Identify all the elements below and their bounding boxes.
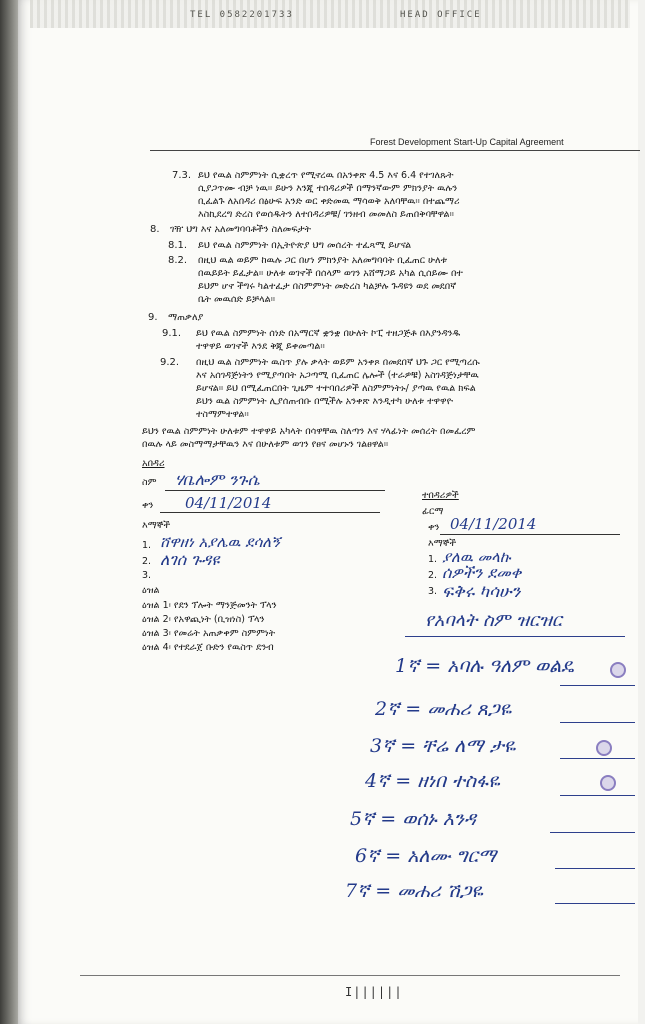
section-8-2-line: ይህም ሆኖ ችግሩ ካልተፈታ በስምምነት መድረስ ካልቻሉ ጉዳዩን ወደ መደበኛ bbox=[198, 281, 457, 292]
annex-title: ዕዝል bbox=[142, 585, 160, 596]
section-8-2-line: ቤት መዉሰድ ይቻላል። bbox=[198, 294, 276, 305]
lender-witness-number: 2. bbox=[142, 556, 152, 567]
closing-line: በዉሉ ላይ መስማማታቸዉን እና በሁለቱም ወገን የፀና መሆኑን ገልፀዋል። bbox=[142, 439, 389, 450]
footer-page-mark: I|||||| bbox=[345, 985, 403, 999]
section-8-2-line: በዉይይት ይፈታል። ሁለቱ ወገኖች በሰላም ወገን አሸማጋይ አካል ሲሰይሙ በተ bbox=[198, 268, 463, 279]
member-ordinal: 4ኛ bbox=[365, 770, 390, 792]
member-thumbprint-circle bbox=[610, 662, 626, 678]
section-9-2-line: ይህን ዉል ስምምነት ሊያሰጠብቡ በሚችሉ አንቀጽ እንዲተካ ሁለቱ ተዋዋዮ bbox=[196, 396, 454, 407]
header-rule bbox=[150, 150, 640, 151]
letterhead-office: HEAD OFFICE bbox=[400, 10, 482, 20]
lender-witness-number: 3. bbox=[142, 570, 152, 581]
annex-item: ዕዝል 2፡ የአዋጪነት (ቢዝነስ) ፕላን bbox=[142, 614, 265, 625]
section-9-2-line: በዚህ ዉል ስምምነት ዉስጥ ያሉ ቃላት ወይም አንቀጾ በመደበኛ ህጉ ጋር የሚጣረሱ bbox=[196, 357, 480, 368]
borrowers-witness-title: እማኞች bbox=[428, 538, 457, 549]
section-9-2-line: ይሆናል። ይህ በሚፈጠርበት ጊዜም ተተባበሪዎች ለስምምነትኑ/ ያጣዉ የዉል ክፍል bbox=[196, 383, 476, 394]
section-8-number: 8. bbox=[150, 224, 160, 235]
section-7-3-line: ይህ የዉል ስምምነት ሲቋረጥ የሚኖረዉ በአንቀጽ 4.5 እና 6.4 የተገለጹት bbox=[198, 170, 454, 181]
member-line bbox=[560, 758, 635, 759]
lender-date-label: ቀን bbox=[142, 500, 154, 511]
member-row: 1ኛ = አባሉ ዓለም ወልዴ bbox=[395, 655, 574, 677]
section-8-1-line: ይህ የዉል ስምምነት በኢትዮጵያ ህግ መሰረት ተፈጻሚ ይሆናል bbox=[198, 240, 412, 251]
section-8-2-line: በዚህ ዉል ወይም ከዉሉ ጋር በሆነ ምክንያት አለመግባባት ቢፈጠር ሁለቱ bbox=[198, 255, 448, 266]
lender-name-line bbox=[165, 490, 385, 491]
members-list-heading-handwriting: የአባላት ስም ዝርዝር bbox=[425, 610, 562, 631]
member-ordinal: 6ኛ bbox=[355, 845, 380, 867]
section-7-3-line: እስኪደረግ ድረስ የወሰዱትን ለተበዳሪዎቹ/ ገንዘብ መመለስ ይጠበቅባቸዋል። bbox=[198, 209, 454, 220]
borrowers-witness-3-handwriting: ፍቅሩ ካሳሁን bbox=[442, 582, 521, 602]
member-row: 6ኛ = አለሙ ግርማ bbox=[355, 845, 497, 867]
lender-name-handwriting: ሃቤሎም ንጉሴ bbox=[175, 470, 260, 489]
section-9-2-number: 9.2. bbox=[160, 357, 180, 368]
section-7-3-line: ሲያጋጥሙ ብቻ ነዉ። ይሁን እንጂ ተበዳሪዎች በማንኛውም ምክንያት ዉሉን bbox=[198, 183, 458, 194]
section-9-title: ማጠቃለያ bbox=[168, 312, 204, 323]
section-7-3-number: 7.3. bbox=[172, 170, 192, 181]
section-9-2-line: ተስማምተዋል። bbox=[196, 409, 249, 420]
borrowers-witness-number: 1. bbox=[428, 554, 438, 565]
member-line bbox=[555, 868, 635, 869]
member-thumbprint-circle bbox=[596, 740, 612, 756]
member-row: 5ኛ = ወሰኑ እንዳ bbox=[350, 808, 476, 830]
member-row: 7ኛ = መሐሪ ሽጋዬ bbox=[345, 880, 483, 902]
letterhead-strip bbox=[30, 0, 630, 28]
member-line bbox=[560, 795, 635, 796]
borrowers-date-handwriting: 04/11/2014 bbox=[450, 515, 537, 533]
letterhead-phone: TEL 0582201733 bbox=[190, 10, 294, 20]
lender-witness-2-handwriting: ለገሰ ጉዳዩ bbox=[160, 550, 220, 569]
section-9-1-number: 9.1. bbox=[162, 328, 182, 339]
borrowers-date-label: ቀን bbox=[428, 522, 440, 533]
section-7-3-line: ቢፈልጉ ለአበዳሪ በፅሁፍ አንድ ወር ቀድመዉ ማሳወቅ አለባቸዉ። በተጨማሪ bbox=[198, 196, 460, 207]
lender-date-handwriting: 04/11/2014 bbox=[185, 494, 272, 512]
lender-name-label: ስም bbox=[142, 477, 157, 488]
member-ordinal: 3ኛ bbox=[370, 735, 395, 757]
section-8-2-number: 8.2. bbox=[168, 255, 188, 266]
member-name: ወሰኑ እንዳ bbox=[402, 808, 476, 830]
borrowers-witness-number: 2. bbox=[428, 570, 438, 581]
member-name: መሐሪ ሽጋዬ bbox=[397, 880, 483, 902]
member-name: ቸሬ ለማ ታዬ bbox=[422, 735, 516, 757]
borrowers-witness-number: 3. bbox=[428, 586, 438, 597]
annex-item: ዕዝል 1፡ የደን ፕሎት ማንጅመንት ፕላን bbox=[142, 600, 277, 611]
borrowers-witness-2-handwriting: ሰዎችን ደመቀ bbox=[442, 563, 522, 582]
footer-rule bbox=[80, 975, 620, 976]
member-line bbox=[555, 903, 635, 904]
lender-date-line bbox=[160, 512, 380, 513]
section-8-title: ገዥ ህግ እና አለመግባባቶችን ስለመፍታት bbox=[170, 224, 312, 235]
agreement-header: Forest Development Start-Up Capital Agreement bbox=[370, 137, 564, 147]
member-line bbox=[550, 832, 635, 833]
section-9-1-line: ተዋዋይ ወገኖች እንደ ቅጂ ይቀመጣል። bbox=[196, 341, 325, 352]
member-ordinal: 2ኛ bbox=[375, 698, 400, 720]
member-ordinal: 7ኛ bbox=[345, 880, 370, 902]
lender-witness-title: እማኞች bbox=[142, 520, 171, 531]
lender-witness-1-handwriting: ሸዋዘነ አያሌዉ ደሳለኝ bbox=[160, 533, 281, 551]
borrowers-witness-1-handwriting: ያለዉ መላኩ bbox=[442, 548, 511, 566]
member-row: 3ኛ = ቸሬ ለማ ታዬ bbox=[370, 735, 516, 757]
borrowers-date-line bbox=[440, 534, 620, 535]
borrowers-label: ተበዳሪዎች bbox=[422, 490, 459, 501]
member-line bbox=[560, 722, 635, 723]
lender-witness-number: 1. bbox=[142, 540, 152, 551]
member-name: ዘነበ ተስፋዬ bbox=[417, 770, 500, 792]
lender-label: አበዳሪ bbox=[142, 458, 165, 469]
section-9-1-line: ይህ የዉል ስምምነት ሰነድ በአማርኛ ቋንቋ በሁለት ኮፒ ተዘጋጅቶ በእያንዳንዱ bbox=[196, 328, 461, 339]
member-line bbox=[560, 685, 635, 686]
member-name: አባሉ ዓለም ወልዴ bbox=[447, 655, 574, 677]
section-9-2-line: እና አሰገዳጅነትን የሚያጣበት አጋጣሚ ቢፈጠር ሌሎች (ተራዎቹ) አስገዳጅነታቸዉ bbox=[196, 370, 479, 381]
section-9-number: 9. bbox=[148, 312, 158, 323]
member-name: መሐሪ ጸጋዬ bbox=[427, 698, 512, 720]
annex-item: ዕዝል 4፡ የተደራጀ ቡድን የዉስጥ ደንብ bbox=[142, 642, 274, 653]
section-8-1-number: 8.1. bbox=[168, 240, 188, 251]
member-thumbprint-circle bbox=[600, 775, 616, 791]
member-name: አለሙ ግርማ bbox=[407, 845, 497, 867]
member-ordinal: 1ኛ bbox=[395, 655, 420, 677]
members-heading-underline bbox=[405, 636, 625, 637]
borrowers-sign-label: ፊርማ bbox=[422, 506, 444, 517]
member-row: 2ኛ = መሐሪ ጸጋዬ bbox=[375, 698, 512, 720]
member-ordinal: 5ኛ bbox=[350, 808, 375, 830]
closing-line: ይህን የዉል ስምምነት ሁለቱም ተዋዋይ አካላት በሳዋቸዉ ስለጣን እና ሃላፊነት መሰረት በመፈረም bbox=[142, 426, 476, 437]
member-row: 4ኛ = ዘነበ ተስፋዬ bbox=[365, 770, 500, 792]
annex-item: ዕዝል 3፡ የመሬት አጠቃቀም ስምምነት bbox=[142, 628, 276, 639]
